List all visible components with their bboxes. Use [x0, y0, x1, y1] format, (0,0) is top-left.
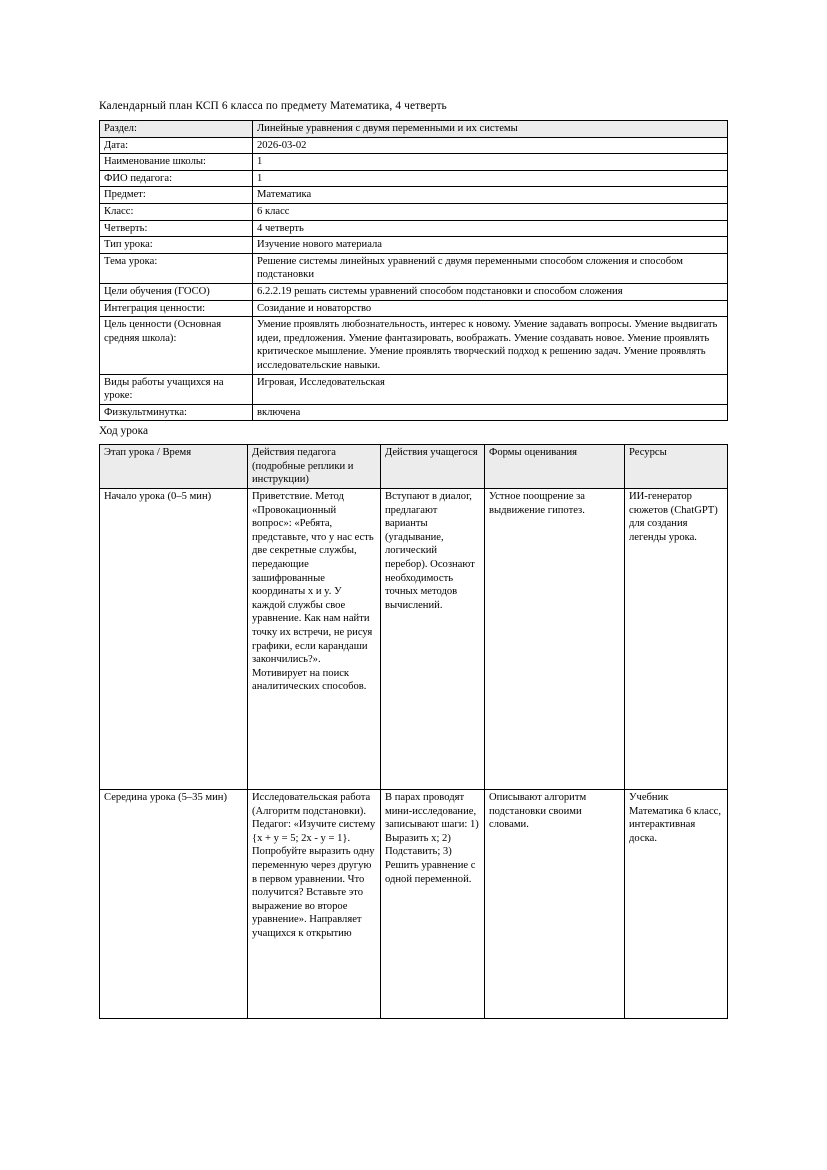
info-value: Изучение нового материала — [253, 237, 728, 254]
info-label: Виды работы учащихся на уроке: — [100, 374, 253, 404]
table-row — [100, 121, 728, 138]
table-row — [100, 154, 728, 171]
info-label: Физкультминутка: — [100, 404, 253, 421]
info-value: 6 класс — [253, 203, 728, 220]
cell-student-actions: Вступают в диалог, предлагают варианты (угадывание, логический перебор). Осознают необходимость точных методов вычислений. — [381, 489, 485, 790]
cell-stage: Начало урока (0–5 мин) — [100, 489, 248, 790]
table-row — [100, 790, 728, 1019]
info-value: Математика — [253, 187, 728, 204]
table-row — [100, 220, 728, 237]
info-value: Игровая, Исследовательская — [253, 374, 728, 404]
table-row — [100, 283, 728, 300]
table-row — [100, 404, 728, 421]
table-row — [100, 170, 728, 187]
cell-resources: Учебник Математика 6 класс, интерактивная доска. — [625, 790, 728, 1019]
info-label: Наименование школы: — [100, 154, 253, 171]
lesson-flow-header — [100, 445, 728, 489]
info-label: Цели обучения (ГОСО) — [100, 283, 253, 300]
cell-assessment: Описывают алгоритм подстановки своими словами. — [485, 790, 625, 1019]
page-title: Календарный план КСП 6 класса по предмету Математика, 4 четверть — [99, 100, 447, 112]
info-label: Тема урока: — [100, 253, 253, 283]
table-row — [100, 489, 728, 790]
info-label: Четверть: — [100, 220, 253, 237]
info-value: Умение проявлять любознательность, интерес к новому. Умение задавать вопросы. Умение выдвигать идеи, предложения. Умение фантазировать, воображать. Умение создавать новое. Умение проявлять критическое мышление. Умение проявлять творческий подход к решению задач. Умение проявлять исследовательские навыки. — [253, 317, 728, 374]
cell-teacher-actions: Приветствие. Метод «Провокационный вопрос»: «Ребята, представьте, что у нас есть две секретные службы, передающие зашифрованные координаты x и y. У каждой службы свое уравнение. Как нам найти точку их встречи, не рисуя графики, если карандаши закончились?». Мотивирует на поиск аналитических способов. — [248, 489, 381, 790]
info-label: Тип урока: — [100, 237, 253, 254]
cell-stage: Середина урока (5–35 мин) — [100, 790, 248, 1019]
table-row — [100, 317, 728, 374]
table-row — [100, 374, 728, 404]
lesson-flow-table — [99, 444, 728, 1019]
section-caption-lesson-flow: Ход урока — [99, 425, 149, 438]
column-header-assessment: Формы оценивания — [485, 445, 625, 489]
table-row — [100, 300, 728, 317]
info-value: Линейные уравнения с двумя переменными и их системы — [253, 121, 728, 138]
info-value: Решение системы линейных уравнений с двумя переменными способом сложения и способом подстановки — [253, 253, 728, 283]
info-label: ФИО педагога: — [100, 170, 253, 187]
cell-student-actions: В парах проводят мини-исследование, записывают шаги: 1) Выразить x; 2) Подставить; 3) Решить уравнение с одной переменной. — [381, 790, 485, 1019]
info-label: Предмет: — [100, 187, 253, 204]
cell-resources: ИИ-генератор сюжетов (ChatGPT) для создания легенды урока. — [625, 489, 728, 790]
info-label: Интеграция ценности: — [100, 300, 253, 317]
info-value: 6.2.2.19 решать системы уравнений способом подстановки и способом сложения — [253, 283, 728, 300]
column-header-student-actions: Действия учащегося — [381, 445, 485, 489]
info-value: 4 четверть — [253, 220, 728, 237]
table-row — [100, 237, 728, 254]
table-row — [100, 137, 728, 154]
column-header-resources: Ресурсы — [625, 445, 728, 489]
info-label: Цель ценности (Основная средняя школа): — [100, 317, 253, 374]
cell-assessment: Устное поощрение за выдвижение гипотез. — [485, 489, 625, 790]
cell-teacher-actions: Исследовательская работа (Алгоритм подстановки). Педагог: «Изучите систему {x + y = 5; 2x - y = 1}. Попробуйте выразить одну переменную через другую в первом уравнении. Что получится? Вставьте это выражение во второе уравнение». Направляет учащихся к открытию — [248, 790, 381, 1019]
info-value: Созидание и новаторство — [253, 300, 728, 317]
info-value: 1 — [253, 154, 728, 171]
table-header-row — [100, 445, 728, 489]
info-label: Раздел: — [100, 121, 253, 138]
table-row — [100, 187, 728, 204]
column-header-teacher-actions: Действия педагога (подробные реплики и инструкции) — [248, 445, 381, 489]
lesson-info-body — [100, 121, 728, 421]
info-value: включена — [253, 404, 728, 421]
table-row — [100, 203, 728, 220]
info-value: 2026-03-02 — [253, 137, 728, 154]
table-row — [100, 253, 728, 283]
info-label: Класс: — [100, 203, 253, 220]
info-label: Дата: — [100, 137, 253, 154]
column-header-stage: Этап урока / Время — [100, 445, 248, 489]
lesson-flow-body — [100, 489, 728, 1019]
lesson-info-table — [99, 120, 728, 421]
info-value: 1 — [253, 170, 728, 187]
